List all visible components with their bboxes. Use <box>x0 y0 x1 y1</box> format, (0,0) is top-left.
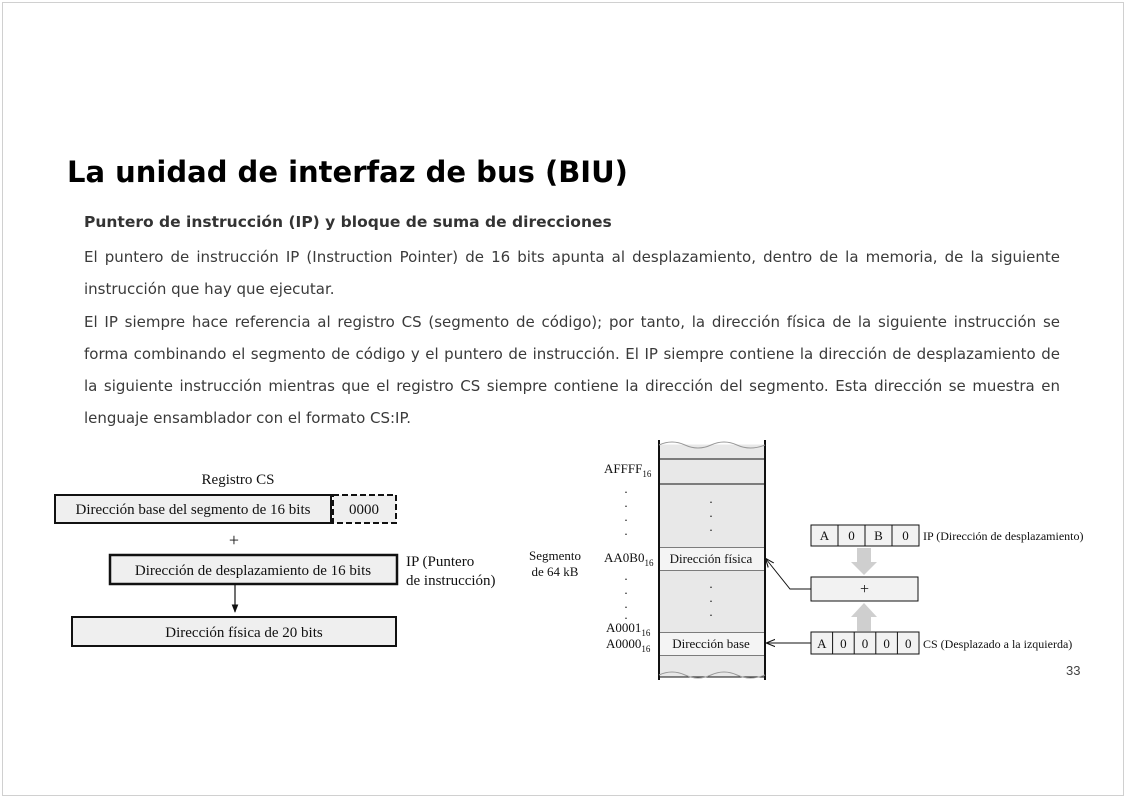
paragraph-1: El puntero de instrucción IP (Instruction Pointer) de 16 bits apunta al desplazamiento, dentro de la memoria, de la siguiente instrucción que hay que ejecutar. <box>84 248 1060 298</box>
plus-sign: + <box>228 530 240 550</box>
cs-digit: 0 <box>883 636 890 651</box>
cs-digit: 0 <box>840 636 847 651</box>
cs-digit: 0 <box>904 636 912 651</box>
adder-to-physical-arrow <box>766 559 811 589</box>
cs-register-label: CS (Desplazado a la izquierda) <box>923 637 1073 651</box>
address-dot: . <box>624 582 628 597</box>
address-aa0b0: $AA0B0_{16}$ <box>604 550 654 568</box>
ip-digit: 0 <box>848 528 855 543</box>
ip-digit: 0 <box>902 528 909 543</box>
page-number: 33 <box>1066 663 1081 678</box>
memory-dot: . <box>709 505 713 520</box>
segment-base-text: Dirección base del segmento de 16 bits <box>75 502 311 518</box>
address-afffff: $AFFFF_{16}$ <box>604 461 652 479</box>
memory-dot: . <box>709 519 713 534</box>
cs-digit: A <box>817 636 827 651</box>
ip-digit: A <box>819 528 830 543</box>
segment-label-line2: de 64 kB <box>531 564 579 579</box>
address-dot: . <box>624 607 628 622</box>
address-dot: . <box>624 596 628 611</box>
cell-physical-address: Dirección física <box>669 551 753 566</box>
address-a0000: $A0000_{16}$ <box>606 636 651 654</box>
memory-dot: . <box>709 491 713 506</box>
memory-segment-diagram <box>529 440 1084 680</box>
ip-to-adder-arrow <box>851 548 877 575</box>
ip-label-line2: de instrucción) <box>406 573 496 589</box>
address-dot: . <box>624 495 628 510</box>
slide-title: La unidad de interfaz de bus (BIU) <box>67 155 628 189</box>
ip-register <box>811 525 919 546</box>
paragraph-2: El IP siempre hace referencia al registro CS (segmento de código); por tanto, la dirección física de la siguiente instrucción se forma combinando el segmento de código y el puntero de instrucción. El IP siempre contiene la dirección de desplazamiento de la siguiente instrucción mientras que el registro CS siempre contiene la dirección del segmento. Esta dirección se muestra en lenguaje ensamblador con el formato CS:IP. <box>84 313 1060 427</box>
ip-digit: B <box>874 528 883 543</box>
slide-subtitle: Puntero de instrucción (IP) y bloque de suma de direcciones <box>84 213 612 231</box>
adder-plus: + <box>859 581 870 598</box>
memory-dot: . <box>709 604 713 619</box>
offset-text: Dirección de desplazamiento de 16 bits <box>134 563 372 579</box>
segment-label-line1: Segmento <box>529 548 581 563</box>
address-dot: . <box>624 568 628 583</box>
ip-label-line1: IP (Puntero <box>406 554 475 570</box>
registro-cs-label: Registro CS <box>201 472 275 488</box>
address-dot: . <box>624 509 628 524</box>
memory-dot: . <box>709 590 713 605</box>
cs-to-adder-arrow <box>851 603 877 631</box>
memory-dot: . <box>709 576 713 591</box>
cs-digit: 0 <box>861 636 869 651</box>
address-a0001: $A0001_{16}$ <box>606 620 651 638</box>
physical-address-text: Dirección física de 20 bits <box>165 625 323 641</box>
cell-base-address: Dirección base <box>672 636 750 651</box>
address-dot: . <box>624 523 628 538</box>
zeros-text: 0000 <box>349 502 379 518</box>
address-formation-diagram <box>55 472 496 646</box>
address-dot: . <box>624 481 628 496</box>
cs-register <box>811 632 919 654</box>
ip-register-label: IP (Dirección de desplazamiento) <box>923 529 1084 543</box>
